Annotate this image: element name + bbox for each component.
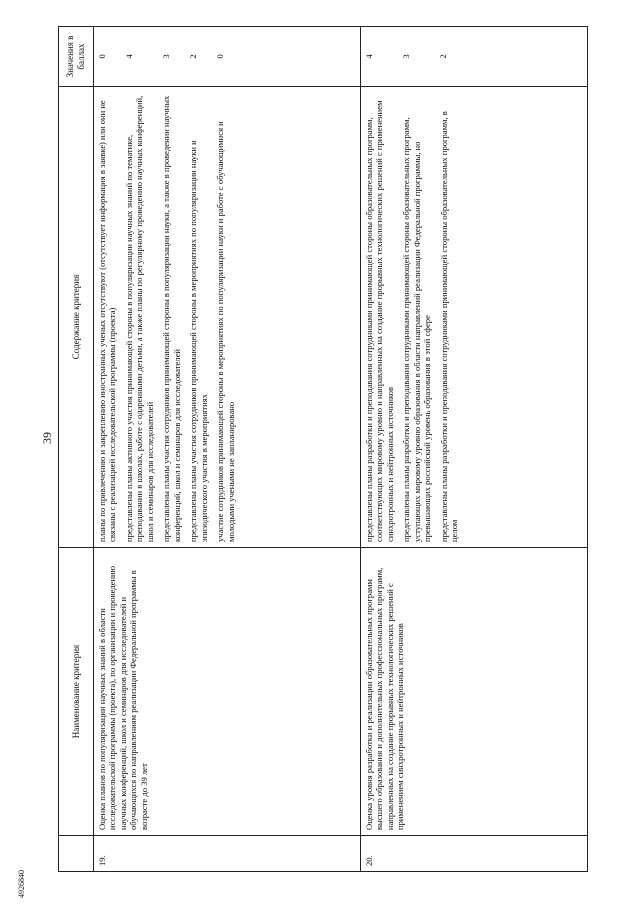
table-header-row [59,27,94,872]
content-item: представлены планы разработки и преподавания сотрудниками принимающей стороны образовательных программ, соответствующих мировому уровню и направленных на создание прорывных технологических решений с применением синхротронных и нейтронных источников [364,100,395,542]
criterion-name: Оценка планов по популяризации научных знаний в области исследовательской программы (проекта), по организации и проведению научных конференций, школ и семинаров для исследователей и обучающихся по направлениям реализации Федеральной программы в возрасте до 39 лет [94,548,361,836]
criterion-number: 19. [94,836,361,872]
score-value: 2 [438,54,448,59]
table-row [94,27,361,872]
score-value: 0 [215,54,225,59]
content-item: представлены планы разработки и преподавания сотрудниками принимающей стороны образовательных программ, уступающих мировому уровню образования в области направлений реализации Федеральной программы, но превышающих российский уровень образования в этой сфере [401,117,433,542]
content-item: представлены планы участия сотрудников принимающей стороны в популяризации науки, а также в проведении научных конференций, школ и семинаров для исследователей [161,95,182,542]
header-criterion-content: Содержание критерия [59,87,94,548]
content-item: представлены планы участия сотрудников принимающей стороны в мероприятиях по популяризации науки и эпизодического участия в мероприятиях [188,140,209,542]
score-value: 4 [364,54,374,59]
header-number [59,836,94,872]
score-value: 0 [97,54,107,59]
criterion-content [94,87,361,548]
score-value: 3 [161,54,171,59]
header-score: Значения в баллах [59,27,94,87]
score-value: 2 [188,54,198,59]
criterion-name: Оценка уровня разработки и реализации образовательных программ высшего образования и дополнительных профессиональных программ, направленных на создание прорывных технологических решений с применением синхротронных и нейтронных источников [361,548,588,836]
table-row [361,27,588,872]
criterion-scores [94,27,361,87]
score-value: 4 [124,54,134,59]
criterion-content [361,87,588,548]
criterion-scores [361,27,588,87]
score-value: 3 [401,54,411,59]
content-item: представлены планы разработки и преподавания сотрудниками принимающей стороны образовательных программ, в целом [438,111,460,542]
document-id: 4926840 [17,870,26,898]
criterion-number: 20. [361,836,588,872]
content-item: участие сотрудников принимающей стороны в мероприятиях по популяризации науки и работе с обучающимися и молодыми учеными не запланировано [215,121,236,542]
header-criterion-name: Наименование критерия [59,548,94,836]
page-number: 39 [40,432,54,444]
content-item: планы по привлечению и закреплению иностранных ученых отсутствуют (отсутствует информация в заявке) или они не связаны с реализацией исследовательской программы (проекта) [97,100,118,542]
criteria-table [58,26,588,872]
rotated-page-content [58,27,623,872]
content-item: представлены планы активного участия принимающей стороны в популяризации научных знаний по тематике, преподавании в школах, работе с одаренными детьми, а также планы по регулярному проведению научных конференций, школ и семинаров для исследователей [123,95,155,542]
